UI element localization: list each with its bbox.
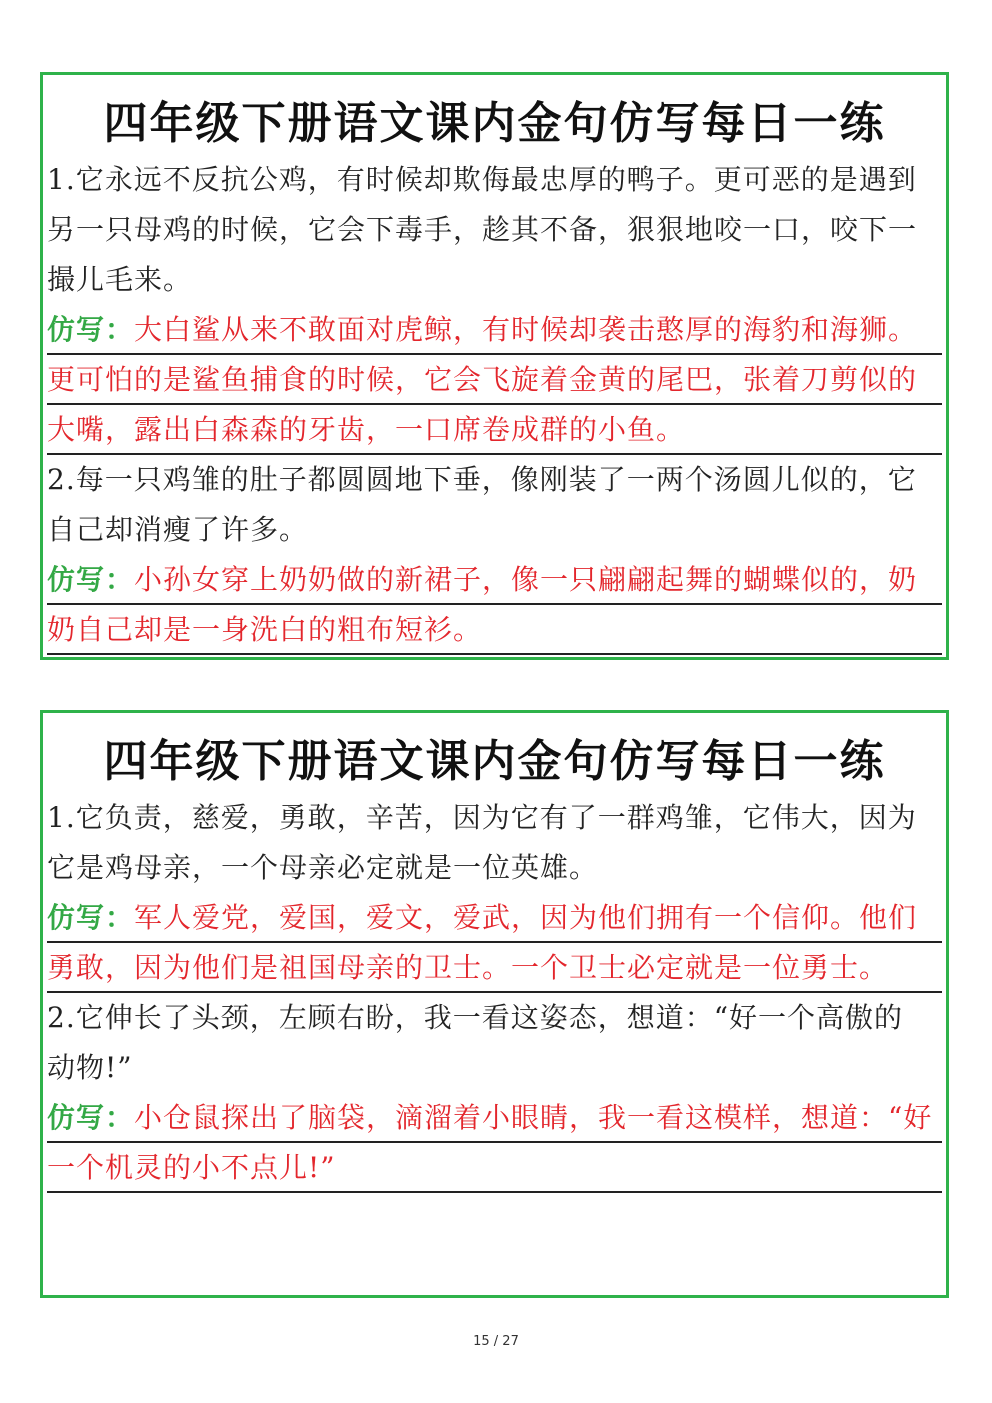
original-sentence-line: 另一只母鸡的时候，它会下毒手，趁其不备，狠狠地咬一口，咬下一: [47, 213, 918, 246]
imitation-line: 仿写：小孙女穿上奶奶做的新裙子，像一只翩翩起舞的蝴蝶似的，奶: [47, 555, 942, 605]
imitation-line: 大嘴，露出白森森的牙齿，一口席卷成群的小鱼。: [47, 405, 942, 455]
exercise-card-2: [40, 710, 949, 1298]
original-sentence-line: 自己却消瘦了许多。: [47, 513, 309, 546]
page-number: 15 / 27: [473, 1334, 519, 1349]
imitation-line: 仿写：大白鲨从来不敢面对虎鲸，有时候却袭击憨厚的海豹和海狮。: [47, 305, 942, 355]
original-sentence-line: 2.每一只鸡雏的肚子都圆圆地下垂，像刚装了一两个汤圆儿似的，它: [47, 463, 917, 496]
original-sentence-line: 动物!”: [47, 1051, 133, 1084]
original-sentence-line: 它是鸡母亲，一个母亲必定就是一位英雄。: [47, 851, 599, 884]
imitation-tag: 仿写：: [47, 563, 135, 596]
exercise-card-1: [40, 72, 949, 660]
card-body: [43, 793, 946, 1193]
card-title: 四年级下册语文课内金句仿写每日一练: [103, 736, 886, 787]
imitation-line: 勇敢，因为他们是祖国母亲的卫士。一个卫士必定就是一位勇士。: [47, 943, 942, 993]
imitation-tag: 仿写：: [47, 1101, 135, 1134]
imitation-tag: 仿写：: [47, 901, 135, 934]
original-sentence-line: 2.它伸长了头颈，左顾右盼，我一看这姿态，想道：“好一个高傲的: [47, 1001, 904, 1034]
imitation-line: 更可怕的是鲨鱼捕食的时候，它会飞旋着金黄的尾巴，张着刀剪似的: [47, 355, 942, 405]
card-body: [43, 155, 946, 655]
imitation-line: 仿写：小仓鼠探出了脑袋，滴溜着小眼睛，我一看这模样，想道：“好: [47, 1093, 942, 1143]
original-sentence-line: 撮儿毛来。: [47, 263, 193, 296]
imitation-tag: 仿写：: [47, 313, 135, 346]
original-sentence-line: 1.它负责，慈爱，勇敢，辛苦，因为它有了一群鸡雏，它伟大，因为: [47, 801, 917, 834]
imitation-line: 一个机灵的小不点儿!”: [47, 1143, 942, 1193]
card-title: 四年级下册语文课内金句仿写每日一练: [103, 98, 886, 149]
imitation-line: 奶自己却是一身洗白的粗布短衫。: [47, 605, 942, 655]
original-sentence-line: 1.它永远不反抗公鸡，有时候却欺侮最忠厚的鸭子。更可恶的是遇到: [47, 163, 917, 196]
imitation-line: 仿写：军人爱党，爱国，爱文，爱武，因为他们拥有一个信仰。他们: [47, 893, 942, 943]
